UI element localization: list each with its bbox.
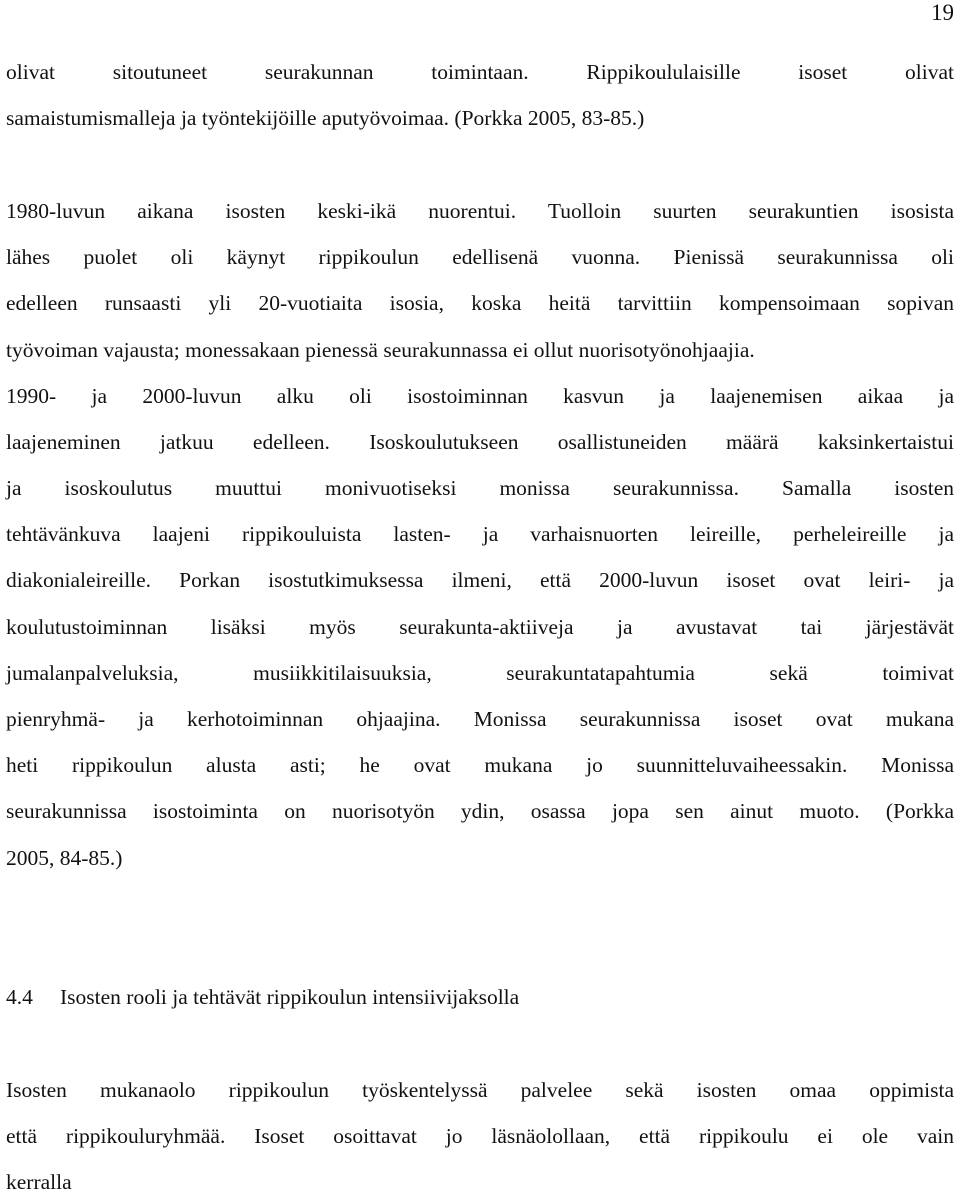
text-line: pienryhmä- ja kerhotoiminnan ohjaajina. Monissa seurakunnissa isoset ovat mukana bbox=[6, 707, 954, 731]
text-line: 1980-luvun aikana isosten keski-ikä nuorentui. Tuolloin suurten seurakuntien isosista bbox=[6, 199, 954, 223]
text-line: edelleen runsaasti yli 20-vuotiaita isosia, koska heitä tarvittiin kompensoimaan sopivan bbox=[6, 291, 954, 315]
text-line: 2005, 84-85.) bbox=[6, 846, 123, 870]
text-line: jumalanpalveluksia, musiikkitilaisuuksia, seurakuntatapahtumia sekä toimivat bbox=[6, 661, 954, 685]
text-line: lähes puolet oli käynyt rippikoulun edellisenä vuonna. Pienissä seurakunnissa oli bbox=[6, 245, 954, 269]
text-line: koulutustoiminnan lisäksi myös seurakunta-aktiiveja ja avustavat tai järjestävät bbox=[6, 615, 954, 639]
page-number: 19 bbox=[931, 0, 954, 25]
text-line: 1990- ja 2000-luvun alku oli isostoiminnan kasvun ja laajenemisen aikaa ja bbox=[6, 384, 954, 408]
text-line: että rippikouluryhmää. Isoset osoittavat jo läsnäolollaan, että rippikoulu ei ole vain bbox=[6, 1124, 954, 1148]
text-line: työvoiman vajausta; monessakaan pienessä seurakunnassa ei ollut nuorisotyönohjaajia. bbox=[6, 338, 755, 362]
text-line: laajeneminen jatkuu edelleen. Isoskoulutukseen osallistuneiden määrä kaksinkertaistui bbox=[6, 430, 954, 454]
text-line: heti rippikoulun alusta asti; he ovat mukana jo suunnitteluvaiheessakin. Monissa bbox=[6, 753, 954, 777]
text-line: kerralla bbox=[6, 1170, 72, 1194]
text-line: ja isoskoulutus muuttui monivuotiseksi monissa seurakunnissa. Samalla isosten bbox=[6, 476, 954, 500]
section-heading bbox=[6, 983, 954, 1011]
text-line: tehtävänkuva laajeni rippikouluista lasten- ja varhaisnuorten leireille, perheleireille ja bbox=[6, 522, 954, 546]
section-title: Isosten rooli ja tehtävät rippikoulun intensiivijaksolla bbox=[60, 985, 520, 1009]
text-line: seurakunnissa isostoiminta on nuorisotyön ydin, osassa jopa sen ainut muoto. (Porkka bbox=[6, 799, 954, 823]
section-number: 4.4 bbox=[6, 985, 33, 1009]
text-line: Isosten mukanaolo rippikoulun työskentelyssä palvelee sekä isosten omaa oppimista bbox=[6, 1078, 954, 1102]
text-line: diakonialeireille. Porkan isostutkimuksessa ilmeni, että 2000-luvun isoset ovat leiri- ja bbox=[6, 568, 954, 592]
text-line: samaistumismalleja ja työntekijöille aputyövoimaa. (Porkka 2005, 83-85.) bbox=[6, 106, 645, 130]
text-line: olivat sitoutuneet seurakunnan toimintaan. Rippikoululaisille isoset olivat bbox=[6, 60, 954, 84]
